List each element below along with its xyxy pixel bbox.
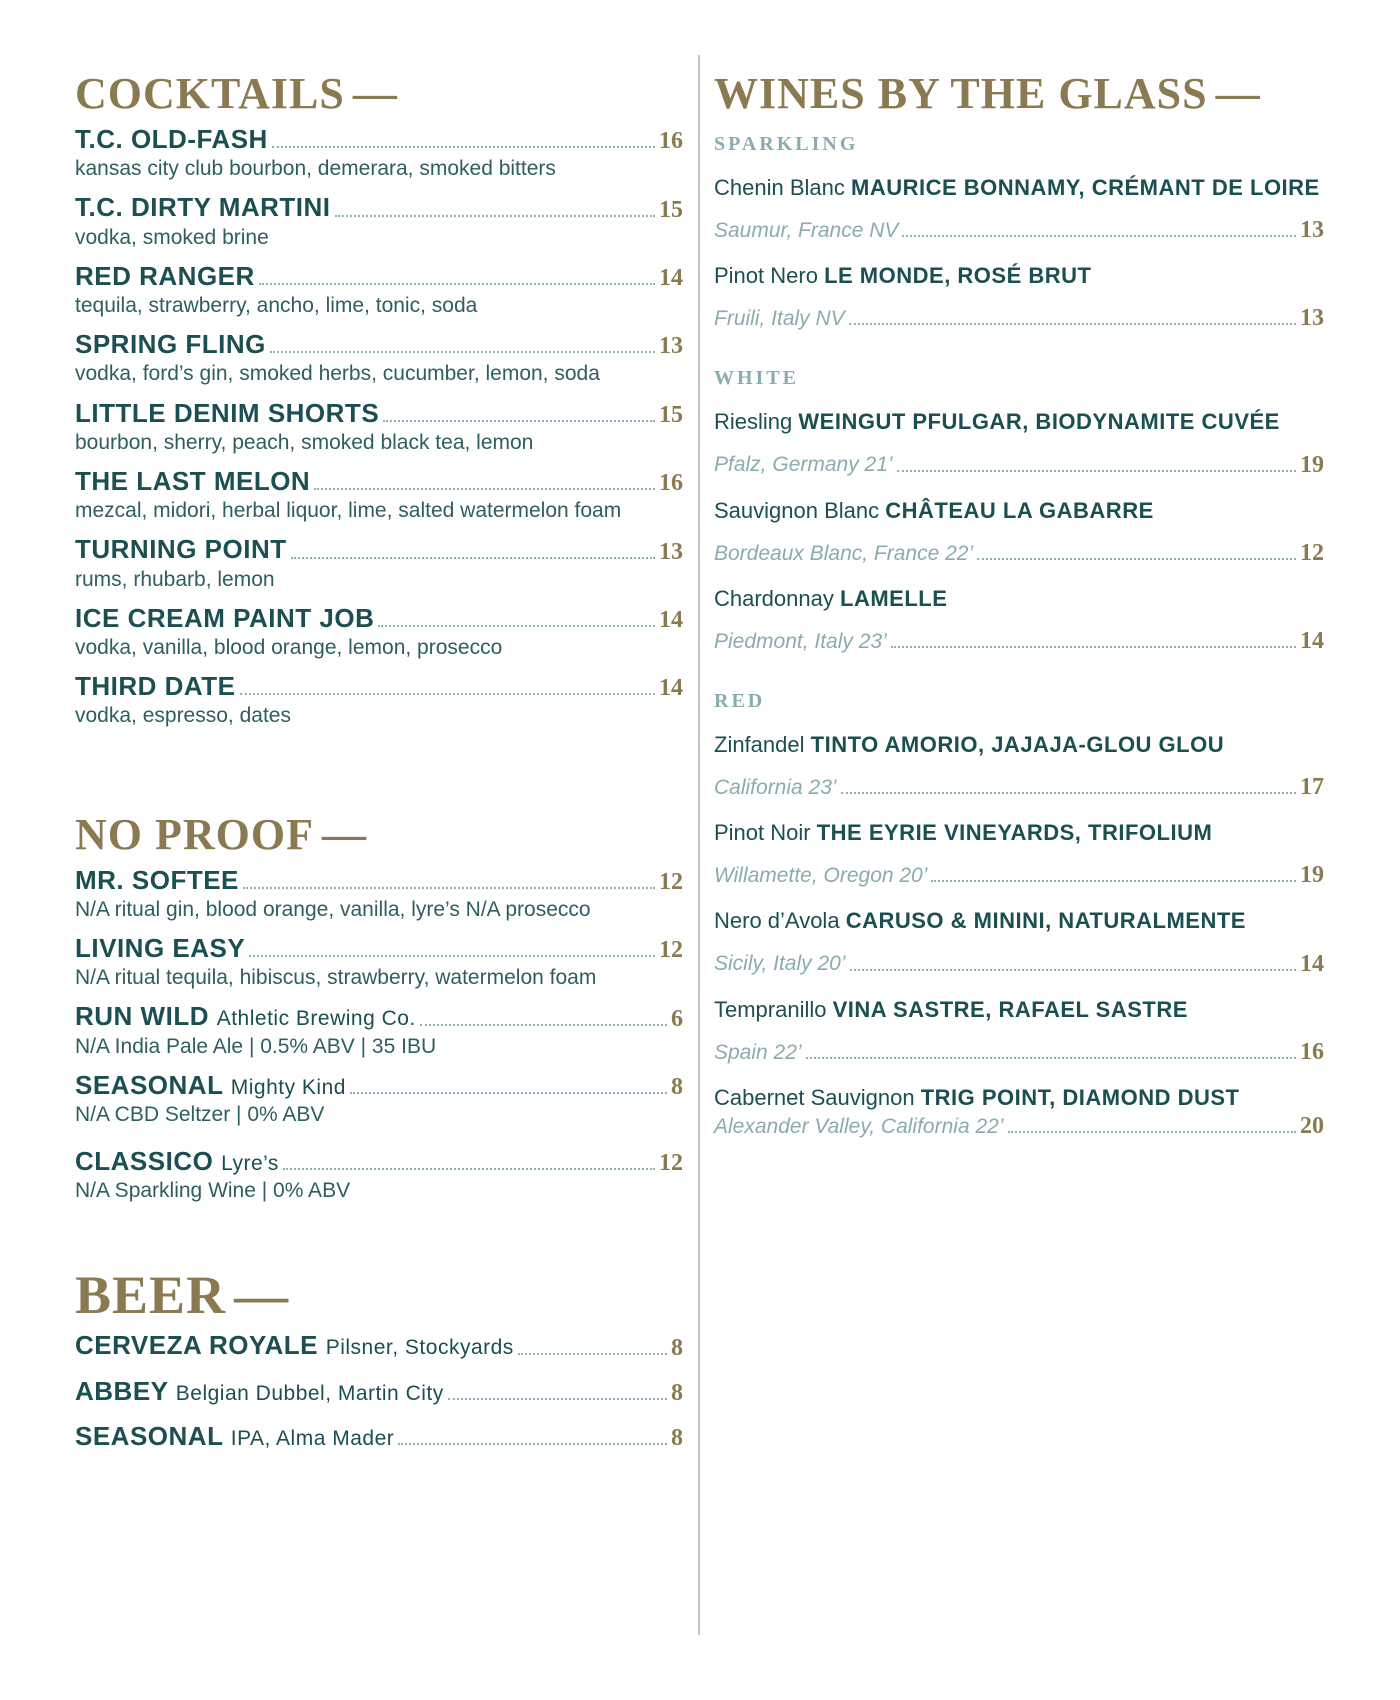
- item-description: vodka, vanilla, blood orange, lemon, prosecco: [75, 636, 503, 660]
- item-maker: Mighty Kind: [230, 1075, 346, 1099]
- dot-leader: [243, 887, 655, 889]
- menu-item: [75, 1375, 683, 1407]
- item-description: bourbon, sherry, peach, smoked black tea, lemon: [75, 430, 534, 454]
- wine-origin: Alexander Valley, California 22’: [714, 1114, 1004, 1138]
- dot-leader: [291, 557, 655, 559]
- item-price: 13: [659, 333, 683, 360]
- wine-name: Chardonnay LAMELLE: [714, 585, 948, 611]
- dot-leader: [849, 323, 1296, 325]
- item-price: 14: [659, 265, 683, 292]
- wine-name: Pinot Nero LE MONDE, ROSÉ BRUT: [714, 263, 1092, 289]
- item-description: N/A ritual tequila, hibiscus, strawberry, watermelon foam: [75, 966, 597, 990]
- dot-leader: [335, 215, 655, 217]
- menu-item: [75, 1423, 683, 1450]
- menu-item: [75, 331, 683, 385]
- item-maker: Athletic Brewing Co.: [216, 1007, 416, 1031]
- item-description: N/A Sparkling Wine | 0% ABV: [75, 1179, 351, 1203]
- wine-name: Chenin Blanc MAURICE BONNAMY, CRÉMANT DE LOIRE: [714, 175, 1320, 200]
- wine-price: 14: [1300, 627, 1324, 654]
- item-price: 8: [671, 1073, 683, 1100]
- menu-item: [75, 1069, 683, 1126]
- white-list: [714, 410, 1324, 653]
- dot-leader: [891, 646, 1296, 648]
- item-name: CERVEZA ROYALE Pilsner, Stockyards: [75, 1330, 514, 1361]
- menu-item: [75, 126, 683, 180]
- dot-leader: [378, 625, 655, 627]
- cocktails-title: COCKTAILS —: [75, 69, 398, 118]
- wines-title: WINES BY THE GLASS —: [714, 69, 1261, 118]
- wine-item: [714, 499, 1324, 565]
- item-price: 12: [659, 868, 683, 895]
- item-name: MR. SOFTEE: [75, 864, 239, 895]
- item-price: 14: [659, 607, 683, 634]
- dot-leader: [398, 1443, 667, 1445]
- menu-item: [75, 673, 683, 727]
- dot-leader: [249, 955, 655, 957]
- menu-item: [75, 536, 683, 590]
- dot-leader: [841, 792, 1296, 794]
- no-proof-title: NO PROOF —: [75, 809, 367, 859]
- menu-item: [75, 1332, 683, 1359]
- wine-origin: Fruili, Italy NV: [714, 307, 845, 331]
- wine-price: 13: [1300, 305, 1324, 332]
- wine-item: [714, 410, 1324, 476]
- item-price: 14: [659, 675, 683, 702]
- column-divider: [698, 55, 700, 1635]
- item-name: RED RANGER: [75, 260, 255, 291]
- item-description: tequila, strawberry, ancho, lime, tonic, soda: [75, 294, 478, 318]
- menu-item: [75, 1148, 683, 1202]
- item-description: rums, rhubarb, lemon: [75, 567, 275, 591]
- item-name: SPRING FLING: [75, 329, 266, 360]
- dot-leader: [420, 1024, 667, 1026]
- wine-item: [714, 909, 1324, 975]
- cocktails-list: [75, 126, 683, 728]
- wine-origin: Willamette, Oregon 20’: [714, 864, 928, 888]
- wine-price: 16: [1300, 1038, 1324, 1065]
- item-name: ABBEY Belgian Dubbel, Martin City: [75, 1375, 444, 1406]
- dot-leader: [314, 488, 655, 490]
- wine-origin: Spain 22’: [714, 1040, 802, 1064]
- menu-item: [75, 602, 683, 660]
- menu-item: [75, 932, 683, 990]
- item-price: 15: [659, 196, 683, 223]
- item-style: Belgian Dubbel, Martin City: [175, 1381, 444, 1405]
- beer-list: [75, 1332, 683, 1450]
- beer-title: BEER —: [75, 1265, 290, 1326]
- item-description: mezcal, midori, herbal liquor, lime, salted watermelon foam: [75, 499, 622, 523]
- red-list: [714, 733, 1324, 1138]
- wine-origin: Pfalz, Germany 21’: [714, 453, 893, 477]
- dot-leader: [259, 283, 655, 285]
- dot-leader: [448, 1398, 667, 1400]
- menu-item: [75, 194, 683, 248]
- item-description: vodka, espresso, dates: [75, 704, 291, 728]
- right-column: [714, 0, 1324, 1138]
- item-name: SEASONAL IPA, Alma Mader: [75, 1421, 395, 1452]
- item-price: 8: [671, 1380, 683, 1407]
- item-price: 13: [659, 538, 683, 565]
- wine-origin: Bordeaux Blanc, France 22’: [714, 541, 974, 565]
- wine-name: Riesling WEINGUT PFULGAR, BIODYNAMITE CUVÉE: [714, 409, 1280, 435]
- dot-leader: [283, 1168, 655, 1170]
- item-price: 15: [659, 401, 683, 428]
- wine-name: Sauvignon Blanc CHÂTEAU LA GABARRE: [714, 497, 1154, 523]
- item-name: T.C. OLD-FASH: [75, 124, 268, 154]
- item-description: kansas city club bourbon, demerara, smoked bitters: [75, 157, 556, 181]
- sparkling-list: [714, 176, 1324, 330]
- item-name: LIVING EASY: [75, 932, 246, 963]
- no-proof-list: [75, 864, 683, 1203]
- wine-origin: Saumur, France NV: [714, 219, 899, 243]
- wine-name: Cabernet Sauvignon TRIG POINT, DIAMOND DUST: [714, 1084, 1240, 1110]
- menu-item: [75, 864, 683, 921]
- wine-price: 19: [1300, 451, 1324, 478]
- item-name: SEASONAL Mighty Kind: [75, 1069, 346, 1100]
- wine-item: [714, 1086, 1324, 1138]
- item-style: Pilsner, Stockyards: [325, 1336, 514, 1360]
- dot-leader: [897, 470, 1296, 472]
- wine-item: [714, 264, 1324, 330]
- item-price: 12: [659, 1150, 683, 1177]
- wine-item: [714, 821, 1324, 887]
- item-description: N/A India Pale Ale | 0.5% ABV | 35 IBU: [75, 1034, 437, 1058]
- menu-item: [75, 465, 683, 523]
- wine-price: 14: [1300, 950, 1324, 977]
- item-name: TURNING POINT: [75, 534, 287, 565]
- menu-item: [75, 397, 683, 454]
- item-price: 16: [659, 128, 683, 155]
- item-name: RUN WILD Athletic Brewing Co.: [75, 1001, 416, 1032]
- item-name: ICE CREAM PAINT JOB: [75, 602, 375, 633]
- white-subheading: WHITE: [714, 367, 800, 390]
- wine-price: 12: [1300, 539, 1324, 566]
- wine-name: Tempranillo VINA SASTRE, RAFAEL SASTRE: [714, 996, 1188, 1022]
- menu-item: [75, 1003, 683, 1057]
- item-name: T.C. DIRTY MARTINI: [75, 192, 331, 223]
- dot-leader: [383, 420, 655, 422]
- dot-leader: [1008, 1131, 1297, 1133]
- wine-name: Nero d’Avola CARUSO & MININI, NATURALMENTE: [714, 908, 1246, 934]
- dot-leader: [850, 969, 1297, 971]
- left-column: [75, 0, 683, 1450]
- wine-item: [714, 587, 1324, 653]
- wine-origin: California 23’: [714, 776, 837, 800]
- dot-leader: [270, 351, 655, 353]
- item-name: CLASSICO Lyre’s: [75, 1146, 279, 1177]
- item-description: N/A ritual gin, blood orange, vanilla, lyre’s N/A prosecco: [75, 897, 591, 921]
- item-description: vodka, smoked brine: [75, 225, 269, 249]
- dot-leader: [902, 235, 1296, 237]
- wine-price: 19: [1300, 862, 1324, 889]
- item-name: THIRD DATE: [75, 671, 236, 702]
- wine-item: [714, 733, 1324, 799]
- wine-name: Pinot Noir THE EYRIE VINEYARDS, TRIFOLIUM: [714, 820, 1213, 846]
- item-price: 6: [671, 1005, 683, 1032]
- dot-leader: [240, 693, 655, 695]
- item-description: N/A CBD Seltzer | 0% ABV: [75, 1102, 325, 1126]
- dot-leader: [350, 1092, 667, 1094]
- item-style: IPA, Alma Mader: [230, 1427, 395, 1451]
- dot-leader: [806, 1057, 1296, 1059]
- menu-item: [75, 260, 683, 318]
- item-price: 8: [671, 1425, 683, 1452]
- item-price: 16: [659, 470, 683, 497]
- wine-item: [714, 176, 1324, 242]
- dot-leader: [931, 880, 1296, 882]
- dot-leader: [272, 146, 655, 148]
- sparkling-subheading: SPARKLING: [714, 133, 859, 155]
- wine-item: [714, 998, 1324, 1064]
- dot-leader: [518, 1353, 667, 1355]
- wine-price: 13: [1300, 217, 1324, 244]
- item-name: THE LAST MELON: [75, 465, 311, 496]
- wine-price: 17: [1300, 774, 1324, 801]
- wine-origin: Sicily, Italy 20’: [714, 952, 846, 976]
- item-price: 12: [659, 937, 683, 964]
- wine-name: Zinfandel TINTO AMORIO, JAJAJA-GLOU GLOU: [714, 731, 1225, 757]
- wine-price: 20: [1300, 1112, 1324, 1139]
- item-maker: Lyre’s: [221, 1152, 279, 1176]
- red-subheading: RED: [714, 689, 766, 712]
- item-description: vodka, ford’s gin, smoked herbs, cucumber, lemon, soda: [75, 362, 600, 386]
- dot-leader: [977, 558, 1296, 560]
- item-price: 8: [671, 1334, 683, 1361]
- item-name: LITTLE DENIM SHORTS: [75, 397, 380, 428]
- wine-origin: Piedmont, Italy 23’: [714, 629, 887, 653]
